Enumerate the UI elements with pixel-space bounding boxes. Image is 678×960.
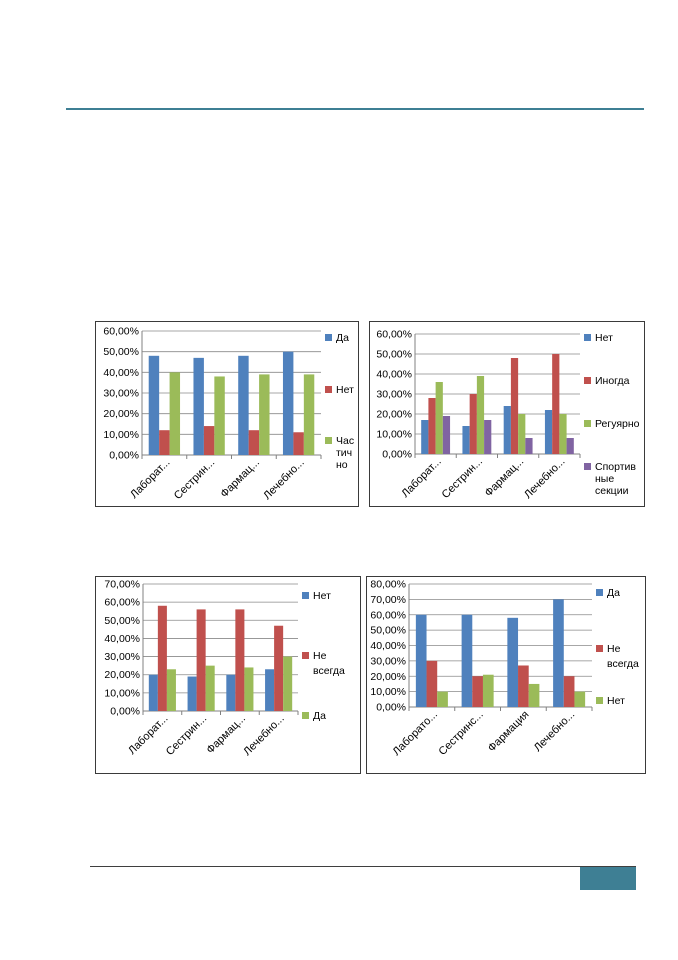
- x-tick-label: Лечебно...: [521, 455, 568, 502]
- legend-label: Да: [607, 587, 620, 599]
- bar: [249, 430, 259, 455]
- bar: [193, 358, 203, 455]
- x-tick-label: Сестрин...: [163, 712, 210, 758]
- legend-label: Нет: [595, 332, 613, 344]
- x-tick-label: Лаборат...: [399, 455, 444, 501]
- y-tick-label: 20,00%: [370, 670, 406, 683]
- bar: [149, 356, 159, 455]
- y-tick-label: 50,00%: [370, 624, 406, 637]
- bar: [293, 432, 303, 455]
- legend-label: Нет: [607, 695, 625, 707]
- bar: [518, 665, 529, 707]
- bar: [483, 675, 494, 707]
- y-tick-label: 20,00%: [103, 408, 139, 421]
- x-tick-label: Фармация: [485, 708, 532, 755]
- y-tick-label: 0,00%: [382, 448, 412, 461]
- bar: [437, 692, 448, 707]
- y-tick-label: 10,00%: [103, 428, 139, 441]
- y-tick-label: 20,00%: [376, 408, 412, 421]
- x-tick-label: Лечебно...: [531, 708, 578, 755]
- x-tick-label: Лечебно...: [261, 456, 307, 503]
- bar: [574, 692, 585, 707]
- legend-label: Не: [607, 643, 621, 655]
- legend-label: Нет: [313, 590, 331, 602]
- bar: [416, 615, 427, 707]
- y-tick-label: 20,00%: [104, 669, 140, 682]
- bar: [283, 657, 292, 711]
- legend-label: секции: [595, 485, 629, 497]
- chart-svg: [367, 577, 647, 775]
- bar: [567, 438, 574, 454]
- bar: [206, 666, 215, 711]
- legend-swatch: [584, 420, 591, 427]
- legend-label: ные: [595, 473, 615, 485]
- footer-rule: [90, 866, 636, 867]
- legend-label: Спортив: [595, 461, 636, 473]
- y-tick-label: 80,00%: [370, 578, 406, 591]
- legend-swatch: [596, 645, 603, 652]
- y-tick-label: 50,00%: [103, 346, 139, 359]
- y-tick-label: 50,00%: [104, 614, 140, 627]
- bar: [525, 438, 532, 454]
- chart-svg: [96, 322, 360, 508]
- legend-swatch: [302, 652, 309, 659]
- chart-svg: [370, 322, 646, 508]
- legend-label: всегда: [607, 658, 639, 670]
- y-tick-label: 10,00%: [370, 686, 406, 699]
- legend-label: Регуярно: [595, 418, 640, 430]
- header-rule: [66, 108, 644, 110]
- legend-label: всегда: [313, 665, 345, 677]
- bar: [167, 669, 176, 711]
- y-tick-label: 0,00%: [376, 701, 406, 714]
- y-tick-label: 30,00%: [376, 388, 412, 401]
- bar: [158, 606, 167, 711]
- page-number-box: [580, 867, 636, 890]
- bar: [259, 374, 269, 455]
- y-tick-label: 30,00%: [370, 655, 406, 668]
- y-tick-label: 0,00%: [110, 705, 140, 718]
- bar: [552, 354, 559, 454]
- y-tick-label: 60,00%: [103, 325, 139, 338]
- x-tick-label: Фармац...: [204, 712, 248, 757]
- bar: [428, 398, 435, 454]
- bar: [559, 414, 566, 454]
- y-tick-label: 40,00%: [103, 366, 139, 379]
- y-tick-label: 40,00%: [370, 640, 406, 652]
- chart-1: [95, 321, 359, 507]
- bar: [477, 376, 484, 454]
- x-tick-label: Сестрин...: [171, 456, 218, 502]
- y-tick-label: 0,00%: [109, 449, 139, 462]
- legend-label: Нет: [336, 384, 354, 396]
- y-tick-label: 10,00%: [376, 428, 412, 441]
- bar: [197, 609, 206, 711]
- chart-4: [366, 576, 646, 774]
- legend-label: Иногда: [595, 375, 630, 387]
- bar: [462, 615, 473, 707]
- legend-label: но: [336, 459, 348, 471]
- x-tick-label: Сестринс...: [436, 708, 486, 758]
- x-tick-label: Сестрин...: [439, 455, 485, 501]
- chart-svg: [96, 577, 362, 775]
- bar: [235, 609, 244, 711]
- bar: [545, 410, 552, 454]
- bar: [529, 684, 540, 707]
- bar: [214, 376, 224, 455]
- legend-swatch: [584, 377, 591, 384]
- bar: [504, 406, 511, 454]
- y-tick-label: 10,00%: [104, 687, 140, 700]
- bar: [170, 372, 180, 455]
- bar: [188, 677, 197, 711]
- chart-3: [95, 576, 361, 774]
- bar: [484, 420, 491, 454]
- y-tick-label: 60,00%: [376, 328, 412, 341]
- bar: [462, 426, 469, 454]
- legend-swatch: [325, 386, 332, 393]
- bar: [238, 356, 248, 455]
- legend-swatch: [584, 334, 591, 341]
- legend-swatch: [325, 437, 332, 444]
- bar: [436, 382, 443, 454]
- legend-label: Да: [313, 710, 326, 722]
- legend-swatch: [596, 589, 603, 596]
- bar: [283, 352, 293, 455]
- legend-label: Да: [336, 332, 349, 344]
- legend-label: тич: [336, 447, 353, 459]
- x-tick-label: Лечебно...: [241, 712, 287, 759]
- bar: [507, 618, 518, 707]
- chart-2: [369, 321, 645, 507]
- bar: [470, 394, 477, 454]
- legend-swatch: [302, 592, 309, 599]
- bar: [274, 626, 283, 711]
- bar: [443, 416, 450, 454]
- y-tick-label: 30,00%: [104, 651, 140, 664]
- legend-swatch: [302, 712, 309, 719]
- x-tick-label: Лаборат...: [128, 456, 173, 502]
- bar: [204, 426, 214, 455]
- y-tick-label: 70,00%: [370, 593, 406, 606]
- y-tick-label: 60,00%: [104, 596, 140, 609]
- x-tick-label: Фармац...: [218, 456, 262, 501]
- bar: [159, 430, 169, 455]
- bar: [511, 358, 518, 454]
- y-tick-label: 50,00%: [376, 348, 412, 361]
- bar: [472, 676, 483, 707]
- y-tick-label: 40,00%: [376, 368, 412, 381]
- bar: [518, 414, 525, 454]
- legend-swatch: [584, 463, 591, 470]
- y-tick-label: 70,00%: [104, 578, 140, 591]
- legend-swatch: [325, 334, 332, 341]
- x-tick-label: Лаборато...: [390, 708, 440, 759]
- x-tick-label: Лаборат...: [126, 712, 171, 758]
- legend-label: Не: [313, 650, 327, 662]
- bar: [265, 669, 274, 711]
- legend-label: Час: [336, 435, 355, 447]
- bar: [427, 661, 438, 707]
- y-tick-label: 40,00%: [104, 632, 140, 645]
- y-tick-label: 60,00%: [370, 609, 406, 622]
- bar: [226, 675, 235, 711]
- y-tick-label: 30,00%: [103, 387, 139, 400]
- bar: [244, 667, 253, 711]
- bar: [553, 599, 564, 707]
- bar: [304, 374, 314, 455]
- bar: [421, 420, 428, 454]
- bar: [149, 675, 158, 711]
- x-tick-label: Фармац...: [482, 455, 527, 500]
- bar: [564, 676, 575, 707]
- legend-swatch: [596, 697, 603, 704]
